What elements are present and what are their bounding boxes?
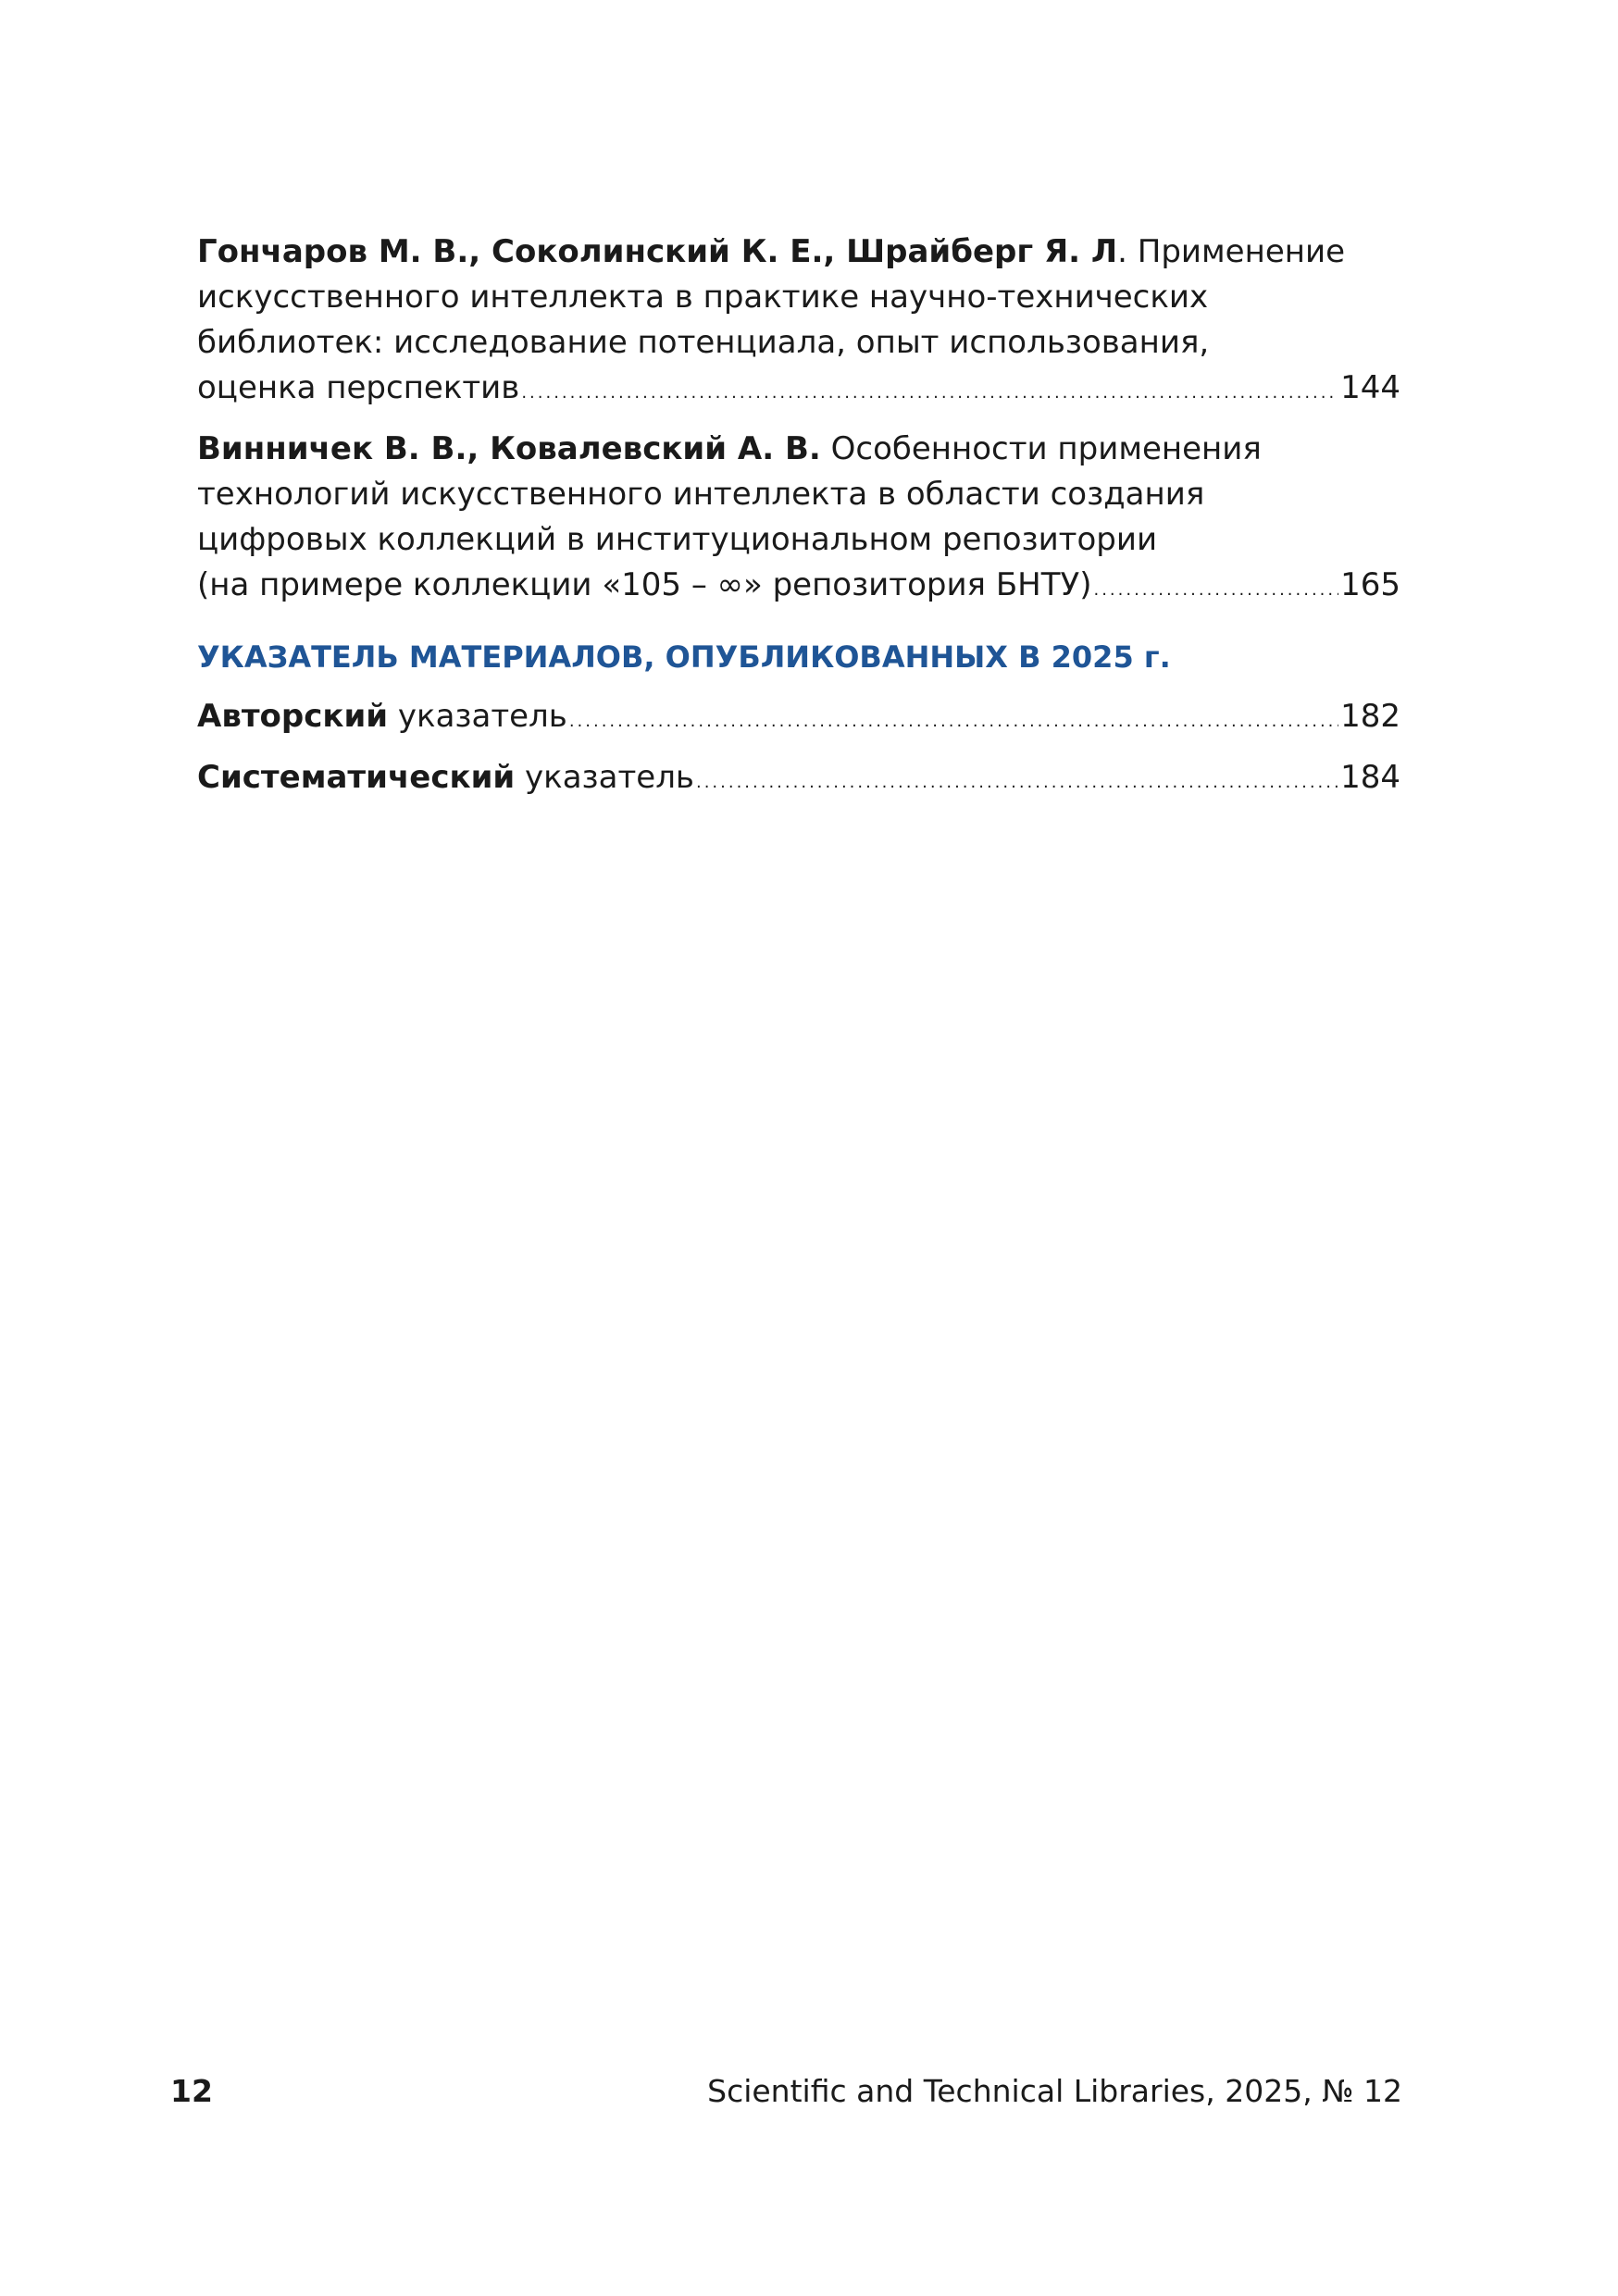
dot-leader (696, 760, 1338, 805)
dot-leader (569, 699, 1338, 744)
toc-entry[interactable] (197, 427, 1400, 613)
entry-authors: Гончаров М. В., Соколинский К. Е., Шрайберг Я. Л (197, 233, 1118, 270)
page-number: 184 (1340, 759, 1400, 796)
entry-last-line: (на примере коллекции «105 – ∞» репозитория БНТУ) ..... 165 (197, 563, 1400, 613)
entry-line (197, 427, 1400, 472)
section-heading: УКАЗАТЕЛЬ МАТЕРИАЛОВ, ОПУБЛИКОВАННЫХ В 2025 г. (197, 639, 1171, 675)
page-number: 165 (1340, 566, 1400, 603)
footer-journal-title: Scientific and Technical Libraries, 2025, № 12 (707, 2073, 1402, 2109)
page-footer (170, 2069, 1402, 2114)
dot-leader (521, 370, 1338, 416)
entry-title: Применение (1126, 233, 1345, 270)
page-number: 182 (1340, 698, 1400, 735)
entry-line: Гончаров М. В., Соколинский К. Е., Шрайберг Я. Л. Применение (197, 233, 1345, 270)
entry-line: технологий искусственного интеллекта в области создания (197, 476, 1205, 513)
toc-entry[interactable] (197, 230, 1400, 416)
entry-line: цифровых коллекций в институциональном репозитории (197, 521, 1158, 558)
index-entry-author[interactable]: Авторский указатель ..... 182 (197, 694, 1400, 744)
dot-leader (1093, 567, 1338, 613)
table-of-contents (197, 230, 1400, 816)
footer-page-number: 12 (170, 2073, 213, 2109)
entry-line: искусственного интеллекта в практике научно-технических (197, 279, 1209, 316)
entry-title: Особенности применения (820, 430, 1262, 467)
page-number: 144 (1340, 369, 1400, 406)
entry-authors: Винничек В. В., Ковалевский А. В. (197, 430, 821, 467)
entry-line: библиотек: исследование потенциала, опыт использования, (197, 324, 1210, 361)
index-entry-systematic[interactable]: Систематический указатель ..... 184 (197, 755, 1400, 805)
entry-last-line: оценка перспектив ..... 144 (197, 366, 1400, 416)
